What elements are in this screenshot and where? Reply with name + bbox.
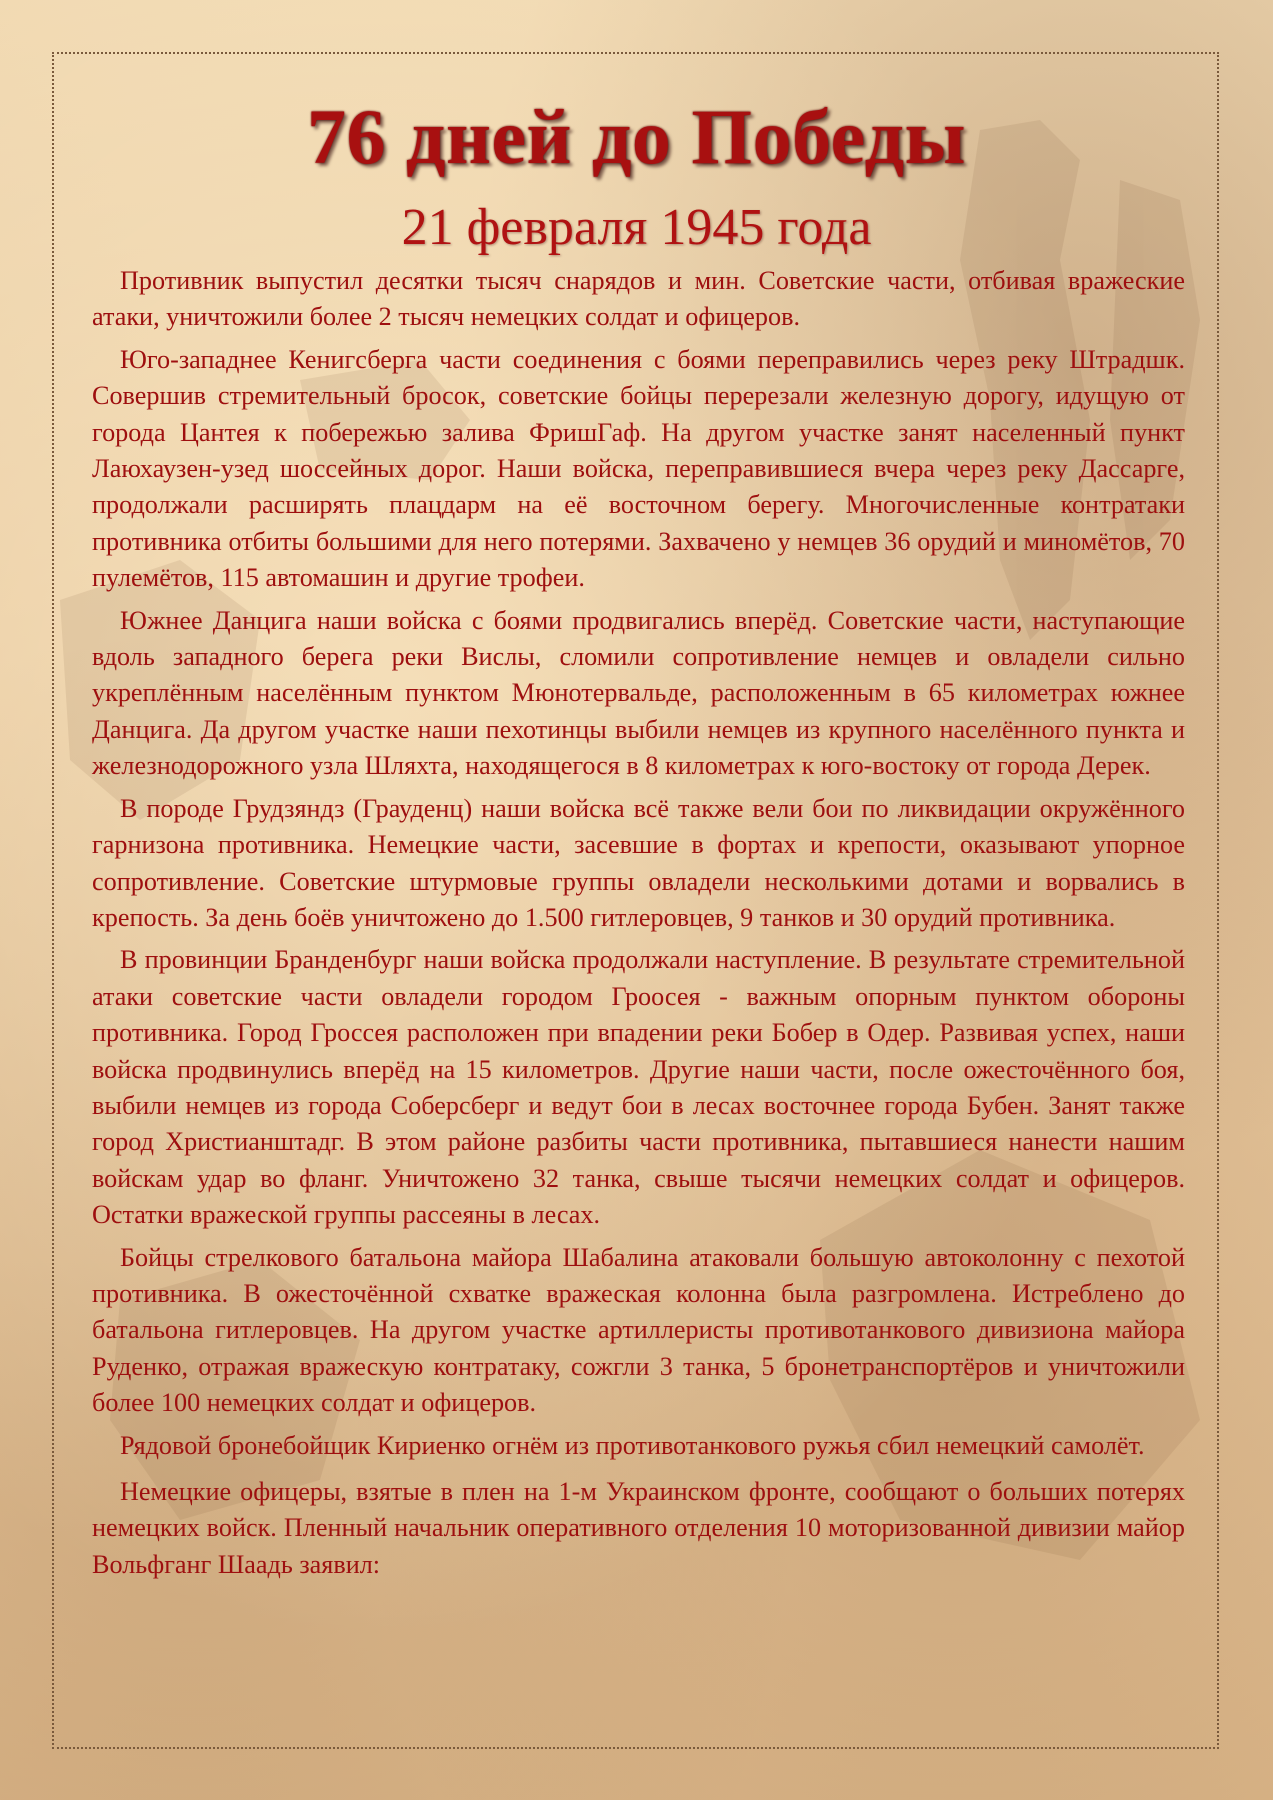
- paragraph-3: Южнее Данцига наши войска с боями продвигались вперёд. Советские части, наступающие вдоль западного берега реки Вислы, сломили сопротивление немцев и овладели сильно укреплённым населённым пунктом Мюнотервальде, расположенным в 65 километрах южнее Данцига. Да другом участке наши пехотинцы выбили немцев из крупного населённого пункта и железнодорожного узла Шляхта, находящегося в 8 километрах к юго-востоку от города Дерек.: [92, 605, 1185, 781]
- paragraph-2: Юго-западнее Кенигсберга части соединения с боями переправились через реку Штрадшк. Совершив стремительный бросок, советские бойцы перерезали железную дорогу, идущую от города Цантея к побережью залива ФришГаф. На другом участке занят населенный пункт Лаюхаузен-узед шоссейных дорог. Наши войска, переправившиеся вчера через реку Дассарге, продолжали расширять плацдарм на её восточном берегу. Многочисленные контратаки противника отбиты большими для него потерями. Захвачено у немцев 36 орудий и миномётов, 70 пулемётов, 115 автомашин и другие трофеи.: [92, 344, 1185, 593]
- paragraph-4: В породе Грудзяндз (Грауденц) наши войска всё также вели бои по ликвидации окружённого гарнизона противника. Немецкие части, засевшие в фортах и крепости, оказывают упорное сопротивление. Советские штурмовые группы овладели несколькими дотами и ворвались в крепость. За день боёв уничтожено до 1.500 гитлеровцев, 9 танков и 30 орудий противника.: [92, 793, 1185, 932]
- page-date: 21 февраля 1945 года: [401, 199, 872, 256]
- article-body: [92, 263, 1185, 1583]
- page-title: 76 дней до Победы: [306, 93, 966, 180]
- paragraph-6: Бойцы стрелкового батальона майора Шабалина атаковали большую автоколонну с пехотой противника. В ожесточённой схватке вражеская колонна была разгромлена. Истреблено до батальона гитлеровцев. На другом участке артиллеристы противотанкового дивизиона майора Руденко, отражая вражескую контратаку, сожгли 3 танка, 5 бронетранспортёров и уничтожили более 100 немецких солдат и офицеров.: [92, 1242, 1185, 1418]
- paragraph-5: В провинции Бранденбург наши войска продолжали наступление. В результате стремительной атаки советские части овладели городом Гроосея - важным опорным пунктом обороны противника. Город Гроссея расположен при впадении реки Бобер в Одер. Развивая успех, наши войска продвинулись вперёд на 15 километров. Другие наши части, после ожесточённого боя, выбили немцев из города Соберсберг и ведут бои в лесах восточнее города Бубен. Занят также город Христианштадг. В этом районе разбиты части противника, пытавшиеся нанести нашим войскам удар во фланг. Уничтожено 32 танка, свыше тысячи немецких солдат и офицеров. Остатки вражеской группы рассеяны в лесах.: [92, 945, 1185, 1230]
- paragraph-1: Противник выпустил десятки тысяч снарядов и мин. Советские части, отбивая вражеские атаки, уничтожили более 2 тысяч немецких солдат и офицеров.: [92, 266, 1185, 332]
- paragraph-8: Немецкие офицеры, взятые в плен на 1-м Украинском фронте, сообщают о больших потерях немецких войск. Пленный начальник оперативного отделения 10 моторизованной дивизии майор Вольфганг Шаадь заявил:: [92, 1477, 1185, 1579]
- paragraph-7: Рядовой бронебойщик Кириенко огнём из противотанкового ружья сбил немецкий самолёт.: [120, 1430, 1145, 1460]
